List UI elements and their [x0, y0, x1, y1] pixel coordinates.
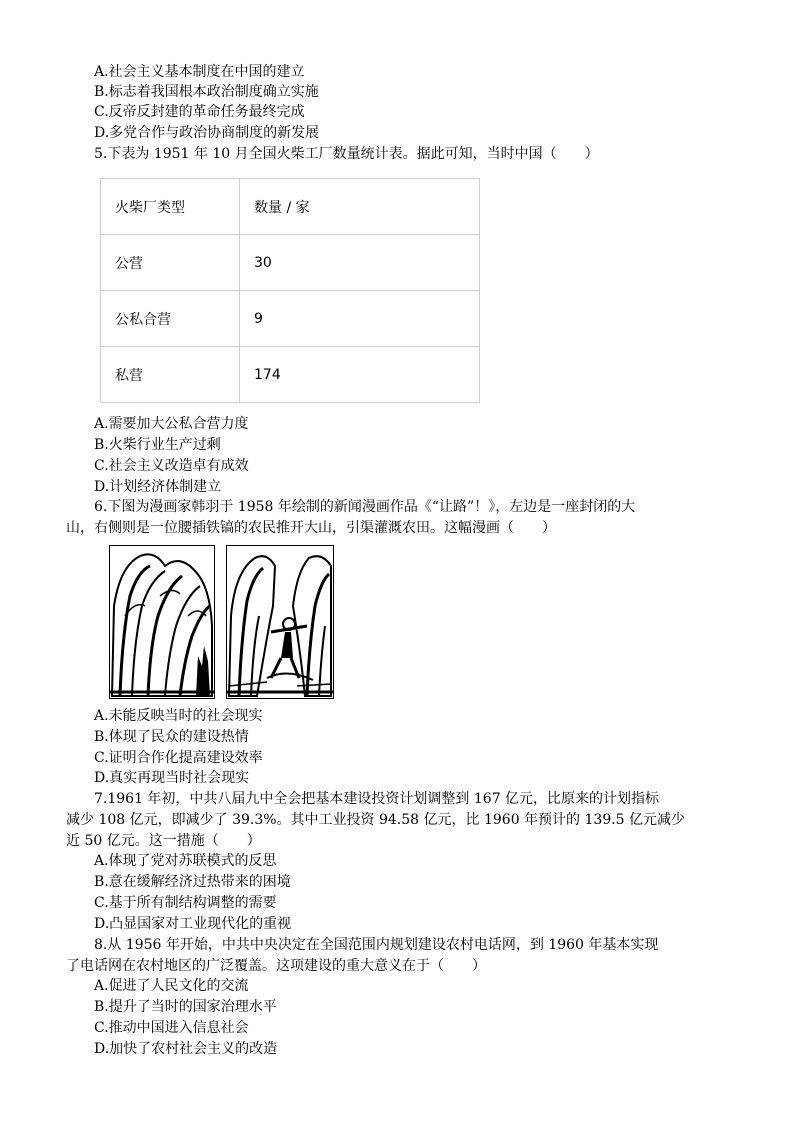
q6-option-b: B.体现了民众的建设热情 [94, 729, 249, 745]
q6-stem [66, 497, 730, 539]
table-header-row [101, 179, 480, 235]
q6-option-c: C.证明合作化提高建设效率 [94, 750, 263, 766]
q7-stem [66, 789, 730, 852]
q6-option-d: D.真实再现当时社会现实 [94, 770, 250, 786]
table-row [101, 347, 480, 403]
q8-option-d: D.加快了农村社会主义的改造 [94, 1041, 278, 1057]
match-factory-table [100, 178, 480, 403]
cartoon-right-farmer [226, 545, 334, 699]
q5-stem: 5.下表为 1951 年 10 月全国火柴工厂数量统计表。据此可知，当时中国（ ） [94, 146, 599, 162]
table-cell-type: 公私合营 [101, 291, 240, 347]
q7-option-a: A.体现了党对苏联模式的反思 [94, 853, 277, 869]
table-row [101, 291, 480, 347]
q8-stem-line2: 了电话网在农村地区的广泛覆盖。这项建设的重大意义在于（ ） [66, 958, 486, 974]
q7-option-c: C.基于所有制结构调整的需要 [94, 895, 277, 911]
q7-stem-line1: 7.1961 年初，中共八届九中全会把基本建设投资计划调整到 167 亿元，比原来的计划指标 [94, 791, 660, 807]
table-cell-count: 9 [240, 291, 480, 347]
q4-option-b: B.标志着我国根本政治制度确立实施 [94, 84, 319, 100]
cartoon-left-mountain [109, 545, 215, 699]
q4-option-d: D.多党合作与政治协商制度的新发展 [94, 125, 320, 141]
q8-option-a: A.促进了人民文化的交流 [94, 978, 249, 994]
q6-stem-line1: 6.下图为漫画家韩羽于 1958 年绘制的新闻漫画作品《“让路”！》，左边是一座封闭的大 [94, 499, 636, 515]
table-header-count: 数量 / 家 [240, 179, 480, 235]
q5-option-a: A.需要加大公私合营力度 [94, 416, 249, 432]
q4-option-a: A.社会主义基本制度在中国的建立 [94, 64, 305, 80]
q8-option-b: B.提升了当时的国家治理水平 [94, 999, 277, 1015]
table-row [101, 235, 480, 291]
table-cell-count: 30 [240, 235, 480, 291]
q5-option-d: D.计划经济体制建立 [94, 479, 222, 495]
q8-option-c: C.推动中国进入信息社会 [94, 1020, 249, 1036]
table-cell-count: 174 [240, 347, 480, 403]
q8-stem-line1: 8.从 1956 年开始，中共中央决定在全国范围内规划建设农村电话网，到 1960 年基本实现 [94, 937, 659, 953]
q5-option-c: C.社会主义改造卓有成效 [94, 458, 249, 474]
q7-option-d: D.凸显国家对工业现代化的重视 [94, 916, 292, 932]
q7-stem-line2: 减少 108 亿元，即减少了 39.3%。其中工业投资 94.58 亿元，比 1960 年预计的 139.5 亿元减少 [66, 812, 686, 828]
q8-stem [66, 935, 730, 977]
table-header-type: 火柴厂类型 [101, 179, 240, 235]
q6-option-a: A.未能反映当时的社会现实 [94, 708, 263, 724]
q4-option-c: C.反帝反封建的革命任务最终完成 [94, 104, 305, 120]
q6-stem-line2: 山，右侧则是一位腰插铁镐的农民推开大山，引渠灌溉农田。这幅漫画（ ） [66, 520, 556, 536]
table-cell-type: 私营 [101, 347, 240, 403]
farmer-pushing-mountain-drawing [227, 546, 333, 698]
q5-option-b: B.火柴行业生产过剩 [94, 437, 221, 453]
mountain-drawing [110, 546, 214, 698]
q7-option-b: B.意在缓解经济过热带来的困境 [94, 874, 291, 890]
q7-stem-line3: 近 50 亿元。这一措施（ ） [66, 833, 261, 849]
table-cell-type: 公营 [101, 235, 240, 291]
